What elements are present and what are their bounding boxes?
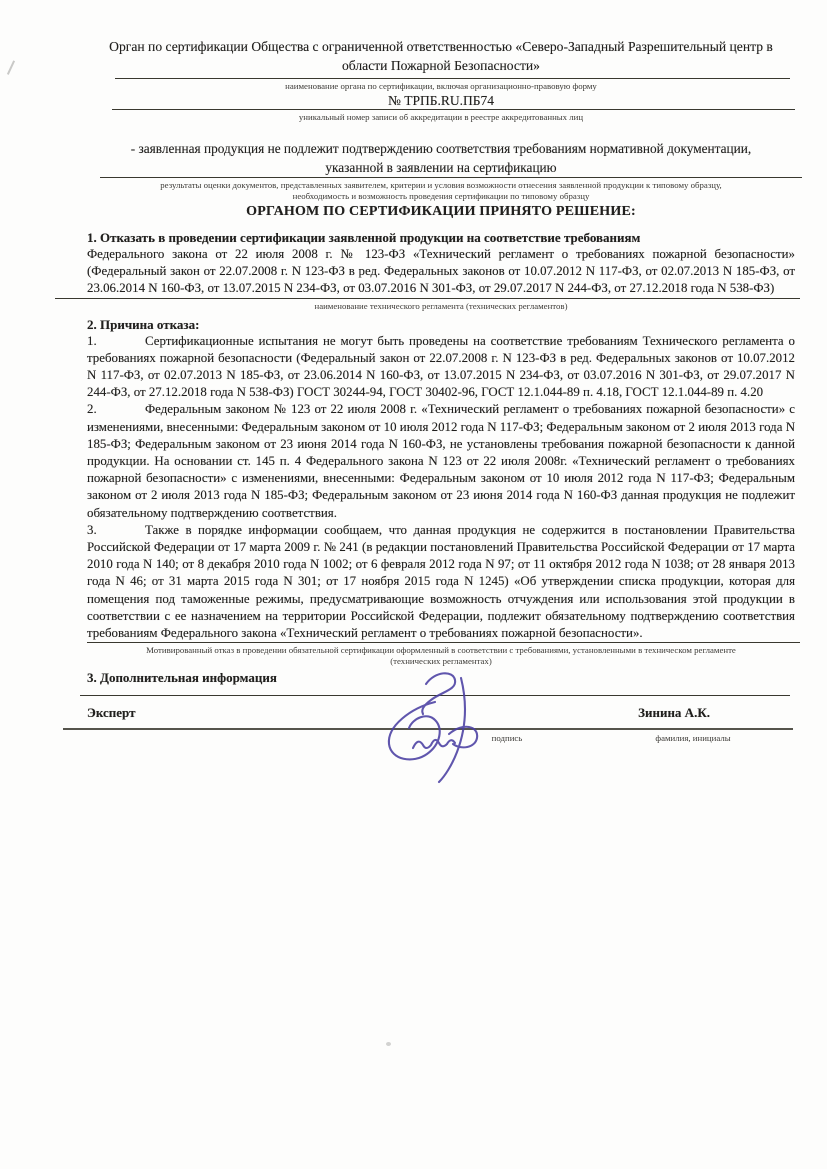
accreditation-registry-caption: уникальный номер записи об аккредитации в реестре аккредитованных лиц <box>298 112 584 122</box>
scan-speck-artifact <box>386 1042 391 1046</box>
section-3-title: 3. Дополнительная информация <box>87 670 277 686</box>
divider <box>100 177 802 178</box>
signer-role-label: Эксперт <box>87 705 136 721</box>
signature-caption: подпись <box>491 733 523 744</box>
section-1-caption: наименование технического регламента (технических регламентов) <box>314 300 568 311</box>
divider <box>55 298 800 299</box>
motivated-refusal-caption: Мотивированный отказ в проведении обязательной сертификации оформленный в соответствии с требованиями, установленными в техническом регламенте (технических регламентах) <box>146 645 736 667</box>
refusal-reason-item <box>87 401 795 521</box>
decision-heading: ОРГАНОМ ПО СЕРТИФИКАЦИИ ПРИНЯТО РЕШЕНИЕ: <box>246 204 636 219</box>
document-content <box>87 38 795 747</box>
item-number: 3. <box>87 522 97 537</box>
scan-scratch-artifact <box>7 60 15 74</box>
item-number: 2. <box>87 402 97 417</box>
name-caption: фамилия, инициалы <box>655 733 731 744</box>
divider <box>87 642 800 643</box>
divider <box>112 109 795 110</box>
signature-block <box>87 695 795 747</box>
section-1-title: 1. Отказать в проведении сертификации заявленной продукции на соответствие требованиям <box>87 230 641 245</box>
divider <box>80 695 790 696</box>
item-number: 1. <box>87 333 97 348</box>
assessment-caption: результаты оценки документов, представленных заявителем, критерии и условия возможности отнесения заявленной продукции к типовому образцу, необходимость и возможность проведения сертификации по типовому образцу <box>160 180 722 201</box>
item-text: Также в порядке информации сообщаем, что данная продукция не содержится в постановлении Правительства Российской Федерации от 17 марта 2009 г. № 241 (в редакции постановлений Правительства Российской Федерации от 17 марта 2010 года N 140; от 8 декабря 2010 года N 1002; от 6 февраля 2012 года N 97; от 11 октября 2012 года N 1038; от 28 января 2013 года N 46; от 31 марта 2015 года N 301; от 17 ноября 2015 года N 1245) «Об утверждении списка продукции, которая для помещения под таможенные режимы, предусматривающие возможность отчуждения или использования этой продукции в соответствии с ее назначением на территории Российской Федерации, подлежит обязательному подтверждению соответствия требованиям Федерального закона «Технический регламент о требованиях пожарной безопасности». <box>87 522 795 641</box>
certification-body-name: Орган по сертификации Общества с ограниченной ответственностью «Северо-Западный Разрешительный центр в области Пожарной Безопасности» <box>109 39 773 73</box>
section-1-body: Федерального закона от 22 июля 2008 г. № 123-ФЗ «Технический регламент о требованиях пожарной безопасности» (Федеральный закон от 22.07.2008 г. N 123-ФЗ в ред. Федеральных законов от 10.07.2012 N 117-ФЗ, от 02.07.2013 N 185-ФЗ, от 23.06.2014 N 160-ФЗ, от 13.07.2015 N 234-ФЗ, от 03.07.2016 N 301-ФЗ, от 29.07.2017 N 244-ФЗ, от 27.12.2018 года N 538-ФЗ) <box>87 247 795 296</box>
certification-body-name-caption: наименование органа по сертификации, включая организационно-правовую форму <box>285 81 597 91</box>
divider <box>63 728 793 730</box>
refusal-reason-item <box>87 522 795 642</box>
item-text: Сертификационные испытания не могут быть проведены на соответствие требованиям Технического регламента о требованиях пожарной безопасности (Федеральный закон от 22.07.2008 г. N 123-ФЗ в ред. Федеральных законов от 10.07.2012 N 117-ФЗ, от 02.07.2013 N 185-ФЗ, от 23.06.2014 N 160-ФЗ, от 13.07.2015 N 234-ФЗ, от 03.07.2016 N 301-ФЗ, от 29.07.2017 N 244-ФЗ, от 27.12.2018 года N 538-ФЗ) ГОСТ 30244-94, ГОСТ 30402-96, ГОСТ 12.1.044-89 п. 4.18, ГОСТ 12.1.044-89 п. 4.20 <box>87 333 795 400</box>
divider <box>115 78 790 79</box>
refusal-reason-item <box>87 333 795 402</box>
item-text: Федеральным законом № 123 от 22 июля 2008 г. «Технический регламент о требованиях пожарной безопасности» с изменениями, внесенными: Федеральным законом от 10 июля 2012 года N 117-ФЗ; Федеральным законом от 2 июля 2013 года N 185-ФЗ; Федеральным законом от 23 июня 2014 года N 160-ФЗ, не установлены требования пожарной безопасности к данной продукции. На основании ст. 145 п. 4 Федерального закона N 123 от 22 июля 2008г. «Технический регламент о требованиях пожарной безопасности» с изменениями, внесенными: Федеральным законом от 10 июля 2012 года N 117-ФЗ; Федеральным законом от 2 июля 2013 года N 185-ФЗ; Федеральным законом от 23 июня 2014 года N 160-ФЗ данная продукция не подлежит обязательному подтверждению соответствия. <box>87 402 795 520</box>
signature-row <box>87 704 795 721</box>
signer-name: Зинина А.К. <box>638 705 710 721</box>
section-2-title: 2. Причина отказа: <box>87 316 200 332</box>
accreditation-registry-number: № ТРПБ.RU.ПБ74 <box>387 93 495 108</box>
signature-captions <box>87 733 795 747</box>
assessment-statement: - заявленная продукция не подлежит подтверждению соответствия требованиям нормативной документации, указанной в заявлении на сертификацию <box>130 141 752 175</box>
